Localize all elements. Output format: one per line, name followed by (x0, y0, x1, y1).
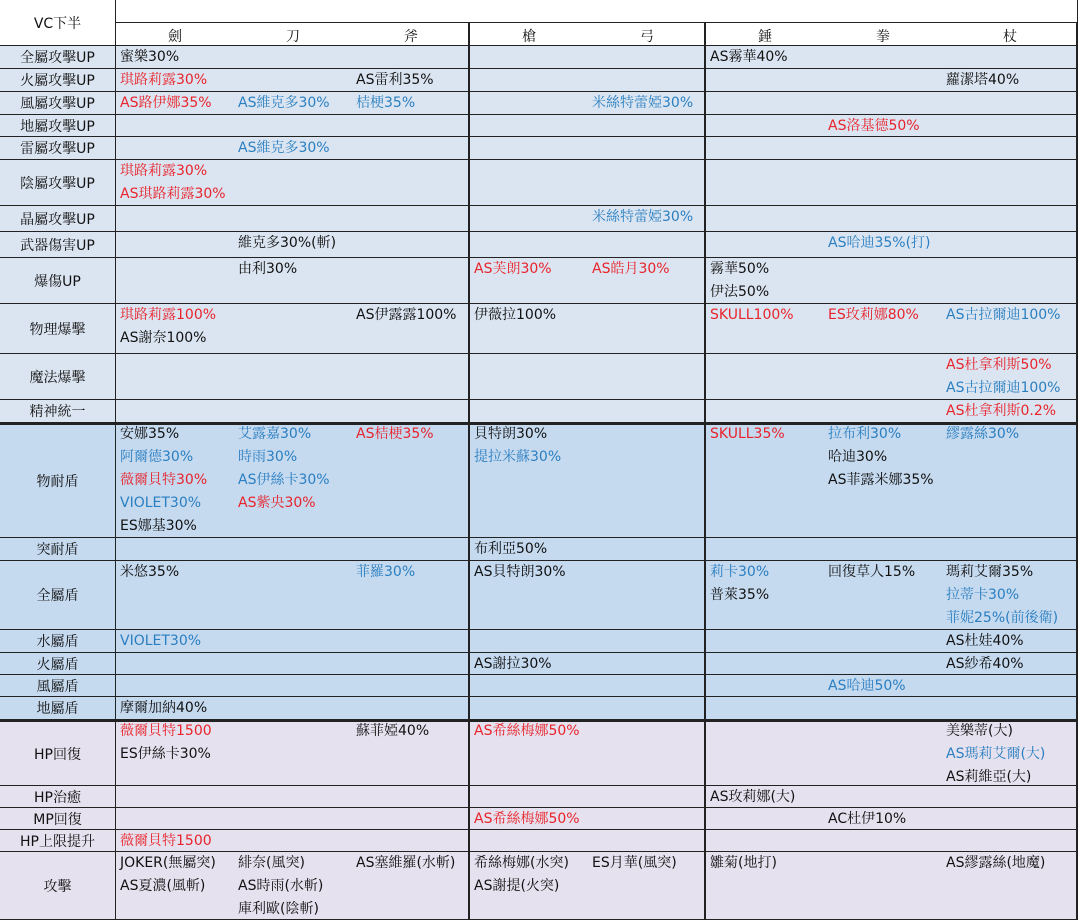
effect-entry: 安娜35% (120, 426, 180, 442)
row-label: MP回復 (0, 808, 116, 830)
row-group-cell (706, 538, 1078, 561)
weapon-header-6: 錘 (758, 29, 772, 45)
effect-entry: AS伊露露100% (356, 307, 457, 323)
weapon-header-8: 杖 (1003, 29, 1017, 45)
effect-entry: AS希絲梅娜50% (474, 811, 580, 827)
row-group-cell (116, 206, 470, 232)
row-group-cell (116, 115, 470, 137)
row-group-cell (116, 675, 470, 697)
effect-entry: 伊法50% (710, 284, 770, 300)
effect-entry: 回復草人15% (828, 564, 916, 580)
row-label: 武器傷害UP (0, 232, 116, 258)
effect-entry: AS繆露絲(地魔) (946, 855, 1046, 871)
effect-entry: AS紗希40% (946, 656, 1024, 672)
header-notes-bar (116, 0, 1078, 23)
effect-entry: 緋奈(風突) (238, 855, 305, 871)
row-label: HP治癒 (0, 786, 116, 808)
weapon-header-2: 刀 (286, 29, 300, 45)
row-group-cell (470, 160, 706, 206)
effect-entry: 拉蒂卡30% (946, 587, 1020, 603)
row-label: 精神統一 (0, 400, 116, 423)
effect-entry: AS紫央30% (238, 495, 316, 511)
weapon-group-header (470, 23, 706, 46)
effect-entry: AS伊絲卡30% (238, 472, 330, 488)
row-group-cell (470, 69, 706, 92)
row-label: 火屬盾 (0, 653, 116, 675)
row-label: 物耐盾 (0, 423, 116, 538)
effect-entry: AS路伊娜35% (120, 95, 212, 111)
effect-entry: AS芙朗30% (474, 261, 552, 277)
effect-entry: AS古拉爾迪100% (946, 307, 1061, 323)
row-group-cell (470, 830, 706, 852)
row-group-cell (116, 786, 470, 808)
row-label: 突耐盾 (0, 538, 116, 561)
effect-entry: SKULL100% (710, 307, 794, 323)
row-group-cell (116, 400, 470, 423)
row-group-cell (470, 232, 706, 258)
row-label: 地屬盾 (0, 697, 116, 720)
effect-entry: AS洛基德50% (828, 118, 920, 134)
row-group-cell (706, 137, 1078, 160)
row-group-cell (706, 92, 1078, 115)
effect-entry: JOKER(無屬突) (120, 855, 216, 871)
row-label: 風屬盾 (0, 675, 116, 697)
effect-entry: 繆露絲30% (946, 426, 1020, 442)
row-label: 攻擊 (0, 852, 116, 920)
effect-entry: AS夏濃(風斬) (120, 878, 206, 894)
effect-entry: AS謝拉30% (474, 656, 552, 672)
effect-entry: AS哈迪35%(打) (828, 235, 931, 251)
effect-entry: AS菲露米娜35% (828, 472, 934, 488)
row-label: 風屬攻擊UP (0, 92, 116, 115)
effect-entry: 莉卡30% (710, 564, 770, 580)
effect-entry: 由利30% (238, 261, 298, 277)
effect-entry: 桔梗35% (356, 95, 416, 111)
table-title: VC下半 (0, 0, 116, 46)
effect-entry: 美樂蒂(大) (946, 723, 1013, 739)
effect-entry: AS塞維羅(水斬) (356, 855, 456, 871)
row-label: 爆傷UP (0, 258, 116, 304)
row-group-cell (116, 653, 470, 675)
effect-entry: 希絲梅娜(水突) (474, 855, 569, 871)
weapon-header-4: 槍 (522, 29, 536, 45)
effect-entry: 雛菊(地打) (710, 855, 777, 871)
row-group-cell (706, 206, 1078, 232)
weapon-header-1: 劍 (168, 29, 182, 45)
row-label: 火屬攻擊UP (0, 69, 116, 92)
effect-entry: AS謝提(火突) (474, 878, 560, 894)
row-label: 雷屬攻擊UP (0, 137, 116, 160)
row-label: 魔法爆擊 (0, 354, 116, 400)
effect-entry: 米絲特蕾婭30% (592, 209, 694, 225)
effect-entry: 貝特朗30% (474, 426, 548, 442)
effect-entry: AS霧華40% (710, 49, 788, 65)
effect-entry: SKULL35% (710, 426, 785, 442)
effect-entry: 米悠35% (120, 564, 180, 580)
effect-entry: AS古拉爾迪100% (946, 380, 1061, 396)
effect-entry: 拉布利30% (828, 426, 902, 442)
row-group-cell (470, 786, 706, 808)
row-group-cell (470, 137, 706, 160)
row-label: 全屬攻擊UP (0, 46, 116, 69)
row-group-cell (706, 160, 1078, 206)
effect-entry: 庫利歐(陰斬) (238, 901, 319, 917)
row-group-cell (470, 354, 706, 400)
row-group-cell (706, 830, 1078, 852)
weapon-header-5: 弓 (640, 29, 654, 45)
row-group-cell (470, 46, 706, 69)
row-group-cell (470, 630, 706, 653)
effect-entry: AS貝特朗30% (474, 564, 566, 580)
weapon-header-3: 斧 (404, 29, 418, 45)
effect-entry: ES娜基30% (120, 518, 197, 534)
effect-entry: AS杜拿利斯50% (946, 357, 1052, 373)
effect-entry: 米絲特蕾婭30% (592, 95, 694, 111)
effect-entry: AS雷利35% (356, 72, 434, 88)
row-group-cell (470, 675, 706, 697)
effect-entry: AS琪路莉露30% (120, 186, 226, 202)
effect-entry: 布利亞50% (474, 541, 548, 557)
row-label: 水屬盾 (0, 630, 116, 653)
effect-entry: 時雨30% (238, 449, 298, 465)
effect-entry: 琪路莉露100% (120, 307, 217, 323)
row-label: 全屬盾 (0, 561, 116, 630)
effect-entry: 菲妮25%(前後衛) (946, 610, 1059, 626)
effect-entry: 提拉米蘇30% (474, 449, 562, 465)
row-group-cell (706, 69, 1078, 92)
effect-entry: AS杜娃40% (946, 633, 1024, 649)
effect-entry: AS謝奈100% (120, 330, 207, 346)
effect-entry: AS哈迪50% (828, 678, 906, 694)
row-group-cell (706, 697, 1078, 720)
effect-entry: AS桔梗35% (356, 426, 434, 442)
effect-entry: 摩爾加納40% (120, 700, 208, 716)
effect-entry: AS希絲梅娜50% (474, 723, 580, 739)
effect-entry: 阿爾德30% (120, 449, 194, 465)
effect-entry: 普萊35% (710, 587, 770, 603)
effect-entry: AS瑪莉艾爾(大) (946, 746, 1046, 762)
effect-entry: ES玫莉娜80% (828, 307, 919, 323)
effect-entry: 瑪莉艾爾35% (946, 564, 1034, 580)
effect-entry: AS莉維亞(大) (946, 769, 1032, 785)
row-label: HP回復 (0, 720, 116, 786)
row-group-cell (116, 808, 470, 830)
effect-entry: 琪路莉露30% (120, 163, 208, 179)
effect-entry: AS玫莉娜(大) (710, 789, 796, 805)
row-label: 物理爆擊 (0, 304, 116, 354)
effect-entry: VIOLET30% (120, 495, 202, 511)
effect-entry: 蘇菲婭40% (356, 723, 430, 739)
effect-entry: 薇爾貝特30% (120, 472, 208, 488)
effect-entry: 蘿潔塔40% (946, 72, 1020, 88)
effect-entry: ES月華(風突) (592, 855, 677, 871)
row-group-cell (470, 115, 706, 137)
effect-entry: AS皓月30% (592, 261, 670, 277)
effect-entry: 琪路莉露30% (120, 72, 208, 88)
effect-entry: 霧華50% (710, 261, 770, 277)
effect-entry: VIOLET30% (120, 633, 202, 649)
effect-entry: 薇爾貝特1500 (120, 833, 212, 849)
effect-entry: 艾露嘉30% (238, 426, 312, 442)
weapon-header-7: 拳 (876, 29, 890, 45)
effect-entry: 維克多30%(斬) (238, 235, 337, 251)
row-group-cell (470, 697, 706, 720)
effect-entry: ES伊絲卡30% (120, 746, 211, 762)
row-label: 地屬攻擊UP (0, 115, 116, 137)
effect-entry: 薇爾貝特1500 (120, 723, 212, 739)
effect-entry: 伊薇拉100% (474, 307, 557, 323)
row-group-cell (116, 538, 470, 561)
effect-entry: AC杜伊10% (828, 811, 907, 827)
effect-entry: AS維克多30% (238, 140, 330, 156)
row-label: HP上限提升 (0, 830, 116, 852)
row-group-cell (116, 354, 470, 400)
row-group-cell (470, 400, 706, 423)
row-label: 陰屬攻擊UP (0, 160, 116, 206)
effect-entry: 菲羅30% (356, 564, 416, 580)
effect-entry: AS時雨(水斬) (238, 878, 324, 894)
effect-entry: AS維克多30% (238, 95, 330, 111)
effect-entry: 蜜樂30% (120, 49, 180, 65)
effect-entry: 哈迪30% (828, 449, 888, 465)
row-label: 晶屬攻擊UP (0, 206, 116, 232)
effect-entry: AS杜拿利斯0.2% (946, 403, 1057, 419)
